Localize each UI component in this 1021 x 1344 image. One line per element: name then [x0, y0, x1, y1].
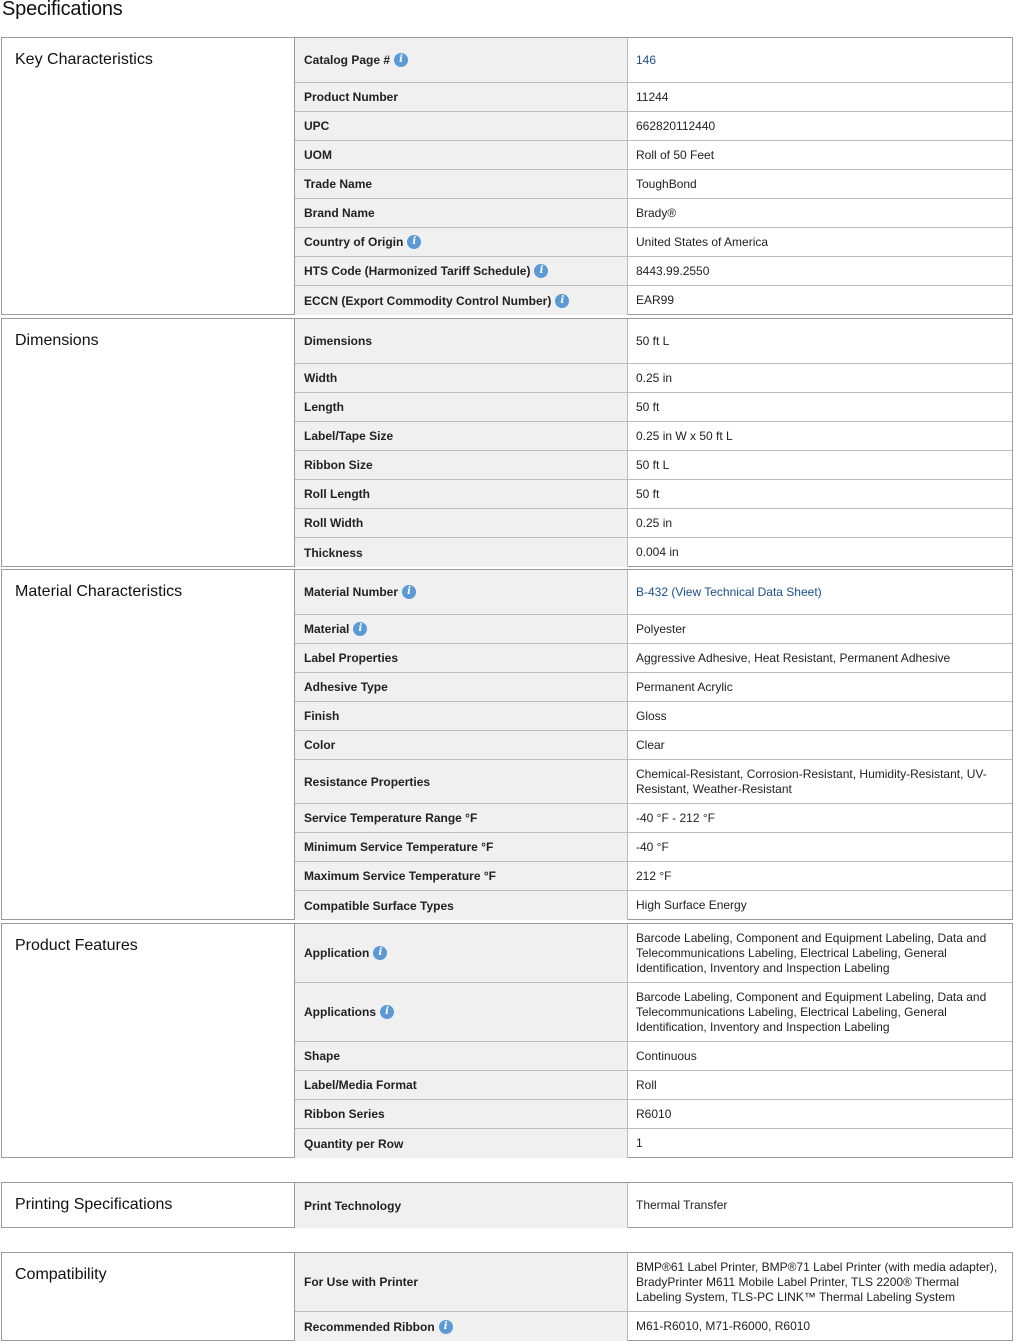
spec-value: Barcode Labeling, Component and Equipment Labeling, Data and Telecommunications Labeling, Electrical Labeling, General Identification, Inventory and Inspection Labeling	[636, 989, 987, 1034]
spec-value: 50 ft L	[636, 333, 670, 348]
spec-label: Print Technology	[304, 1198, 402, 1213]
spec-label: Color	[304, 738, 336, 752]
spec-value: 212 °F	[636, 868, 672, 883]
spec-label: Label Properties	[304, 651, 399, 665]
spec-label-cell	[295, 702, 628, 730]
spec-value: Barcode Labeling, Component and Equipment Labeling, Data and Telecommunications Labeling, Electrical Labeling, General Identification, Inventory and Inspection Labeling	[636, 930, 987, 975]
page-title: Specifications	[2, 0, 123, 20]
section-product-features	[1, 923, 1013, 1158]
spec-label: Shape	[304, 1049, 341, 1063]
spec-label: ECCN (Export Commodity Control Number)	[304, 293, 552, 308]
info-icon[interactable]: i	[439, 1320, 453, 1334]
spec-value: 0.25 in W x 50 ft L	[636, 428, 733, 443]
spec-value: Permanent Acrylic	[636, 679, 733, 694]
section-key-characteristics	[1, 37, 1013, 315]
section-title: Key Characteristics	[2, 38, 295, 314]
spec-label-cell	[295, 804, 628, 832]
section-dimensions	[1, 318, 1013, 567]
spec-label-cell	[295, 1071, 628, 1099]
spec-label: Adhesive Type	[304, 680, 388, 694]
spec-label-cell	[295, 286, 628, 315]
spec-label-cell	[295, 862, 628, 890]
spec-label: Maximum Service Temperature °F	[304, 869, 496, 883]
spec-value: 50 ft L	[636, 457, 670, 472]
spec-label: UOM	[304, 148, 332, 162]
spec-row-roll-length	[295, 480, 1012, 509]
spec-label-cell	[295, 1042, 628, 1070]
spec-row-material	[295, 615, 1012, 644]
spec-row-ribbon-size	[295, 451, 1012, 480]
spec-rows	[295, 1183, 1012, 1227]
spec-row-for-use-with-printer	[295, 1253, 1012, 1312]
spec-label-cell	[295, 673, 628, 701]
spec-label-cell	[295, 570, 628, 614]
spec-label: Roll Width	[304, 516, 364, 530]
spec-label: Minimum Service Temperature °F	[304, 840, 494, 854]
spec-row-country-of-origin	[295, 228, 1012, 257]
spec-value: M61-R6010, M71-R6000, R6010	[636, 1319, 811, 1333]
spec-value: 0.25 in	[636, 370, 673, 385]
spec-label-cell	[295, 364, 628, 392]
spec-row-brand-name	[295, 199, 1012, 228]
spec-label: HTS Code (Harmonized Tariff Schedule)	[304, 264, 531, 278]
spec-label: Label/Tape Size	[304, 429, 394, 443]
spec-value: 8443.99.2550	[636, 263, 710, 278]
spec-label: Label/Media Format	[304, 1078, 417, 1092]
spec-value: 1	[636, 1136, 643, 1150]
spec-row-print-technology	[295, 1183, 1012, 1228]
info-icon[interactable]: i	[394, 53, 408, 67]
section-title: Compatibility	[2, 1253, 295, 1340]
spec-row-service-temperature-range-f	[295, 804, 1012, 833]
spec-label: Recommended Ribbon	[304, 1319, 435, 1334]
spec-value: Chemical-Resistant, Corrosion-Resistant, Humidity-Resistant, UV-Resistant, Weather-Resistant	[636, 766, 987, 796]
spec-value: Thermal Transfer	[636, 1198, 728, 1212]
spec-row-material-number	[295, 570, 1012, 615]
spec-row-hts-code-harmonized-tariff-schedule	[295, 257, 1012, 286]
spec-row-eccn-export-commodity-control-number	[295, 286, 1012, 315]
spec-row-recommended-ribbon	[295, 1312, 1012, 1341]
spec-label: Resistance Properties	[304, 774, 431, 789]
spec-value: Brady®	[636, 205, 677, 220]
spec-value: Aggressive Adhesive, Heat Resistant, Permanent Adhesive	[636, 650, 951, 665]
spec-label-cell	[295, 1312, 628, 1341]
spec-row-compatible-surface-types	[295, 891, 1012, 920]
spec-row-applications	[295, 983, 1012, 1042]
spec-value: United States of America	[636, 234, 769, 249]
spec-label: Material Number	[304, 585, 399, 599]
spec-label-cell	[295, 1183, 628, 1228]
spec-row-resistance-properties	[295, 760, 1012, 804]
spec-label-cell	[295, 38, 628, 82]
spec-label-cell	[295, 112, 628, 140]
spec-row-label-media-format	[295, 1071, 1012, 1100]
spec-value: 0.25 in	[636, 515, 673, 530]
spec-label-cell	[295, 924, 628, 982]
spec-label: Ribbon Size	[304, 458, 373, 472]
spec-label: Width	[304, 371, 338, 385]
spec-value-link[interactable]: 146	[636, 52, 657, 67]
info-icon[interactable]: i	[534, 264, 548, 278]
info-icon[interactable]: i	[407, 235, 421, 249]
spec-label-cell	[295, 1253, 628, 1311]
spec-row-roll-width	[295, 509, 1012, 538]
spec-value: Clear	[636, 737, 665, 752]
spec-label: Brand Name	[304, 206, 375, 220]
spec-value: BMP®61 Label Printer, BMP®71 Label Printer (with media adapter), BradyPrinter M611 Mobile Label Printer, TLS 2200® Thermal Labeling System, TLS-PC LINK™ Thermal Labeling System	[636, 1259, 998, 1304]
spec-label-cell	[295, 615, 628, 643]
spec-row-catalog-page	[295, 38, 1012, 83]
spec-label-cell	[295, 538, 628, 567]
spec-row-length	[295, 393, 1012, 422]
spec-row-minimum-service-temperature-f	[295, 833, 1012, 862]
spec-row-quantity-per-row	[295, 1129, 1012, 1158]
spec-label-cell	[295, 199, 628, 227]
section-title: Product Features	[2, 924, 295, 1157]
spec-label: Country of Origin	[304, 235, 404, 249]
section-title: Printing Specifications	[2, 1183, 295, 1227]
spec-label: Ribbon Series	[304, 1107, 385, 1121]
spec-rows	[295, 924, 1012, 1157]
spec-label-cell	[295, 319, 628, 363]
spec-row-ribbon-series	[295, 1100, 1012, 1129]
spec-label-cell	[295, 141, 628, 169]
spec-label: Dimensions	[304, 334, 373, 348]
spec-value: 11244	[636, 89, 669, 104]
spec-value: -40 °F	[636, 839, 669, 854]
spec-value: EAR99	[636, 293, 675, 307]
section-material-characteristics	[1, 569, 1013, 920]
section-printing-specifications	[1, 1182, 1013, 1228]
spec-rows	[295, 38, 1012, 314]
section-compatibility	[1, 1252, 1013, 1341]
info-icon[interactable]: i	[555, 294, 569, 308]
spec-value: Gloss	[636, 708, 667, 723]
spec-label-cell	[295, 1100, 628, 1128]
spec-value: Roll of 50 Feet	[636, 147, 715, 162]
spec-label: Material	[304, 622, 350, 636]
spec-label-cell	[295, 509, 628, 537]
spec-value: R6010	[636, 1106, 672, 1121]
spec-label-cell	[295, 83, 628, 111]
spec-label: Quantity per Row	[304, 1136, 404, 1151]
spec-row-label-properties	[295, 644, 1012, 673]
spec-row-application	[295, 924, 1012, 983]
spec-rows	[295, 1253, 1012, 1340]
spec-value: Roll	[636, 1077, 657, 1092]
spec-value: Continuous	[636, 1048, 697, 1063]
spec-value: High Surface Energy	[636, 898, 747, 912]
spec-label-cell	[295, 170, 628, 198]
spec-label: Service Temperature Range °F	[304, 811, 478, 825]
spec-value: Polyester	[636, 621, 687, 636]
spec-label-cell	[295, 983, 628, 1041]
spec-value: 662820112440	[636, 118, 716, 133]
spec-row-maximum-service-temperature-f	[295, 862, 1012, 891]
spec-label-cell	[295, 731, 628, 759]
info-icon[interactable]: i	[402, 585, 416, 599]
section-title: Material Characteristics	[2, 570, 295, 919]
spec-row-shape	[295, 1042, 1012, 1071]
spec-label: Finish	[304, 709, 340, 723]
spec-rows	[295, 570, 1012, 919]
spec-label: Thickness	[304, 545, 363, 560]
info-icon[interactable]: i	[353, 622, 367, 636]
spec-label-cell	[295, 760, 628, 803]
spec-label-cell	[295, 644, 628, 672]
spec-value-link[interactable]: B-432 (View Technical Data Sheet)	[636, 584, 822, 599]
info-icon[interactable]: i	[373, 946, 387, 960]
spec-label-cell	[295, 1129, 628, 1158]
spec-row-color	[295, 731, 1012, 760]
spec-row-upc	[295, 112, 1012, 141]
spec-label: Trade Name	[304, 177, 373, 191]
spec-row-label-tape-size	[295, 422, 1012, 451]
spec-label-cell	[295, 451, 628, 479]
spec-row-width	[295, 364, 1012, 393]
spec-label-cell	[295, 480, 628, 508]
section-title: Dimensions	[2, 319, 295, 566]
spec-label: Roll Length	[304, 487, 370, 501]
spec-value: 50 ft	[636, 486, 660, 501]
spec-row-finish	[295, 702, 1012, 731]
spec-label-cell	[295, 393, 628, 421]
spec-label: Compatible Surface Types	[304, 898, 454, 913]
spec-label-cell	[295, 833, 628, 861]
spec-label: UPC	[304, 119, 330, 133]
spec-label: Applications	[304, 1005, 377, 1019]
spec-label-cell	[295, 257, 628, 285]
spec-label: Application	[304, 946, 370, 960]
spec-row-trade-name	[295, 170, 1012, 199]
spec-label-cell	[295, 422, 628, 450]
spec-label: Product Number	[304, 90, 399, 104]
spec-rows	[295, 319, 1012, 566]
spec-row-product-number	[295, 83, 1012, 112]
spec-label: For Use with Printer	[304, 1275, 419, 1289]
spec-value: 50 ft	[636, 399, 660, 414]
spec-value: -40 °F - 212 °F	[636, 810, 715, 825]
spec-label: Length	[304, 400, 344, 414]
spec-label-cell	[295, 228, 628, 256]
spec-value: ToughBond	[636, 176, 697, 191]
spec-label: Catalog Page #	[304, 53, 391, 67]
spec-row-uom	[295, 141, 1012, 170]
spec-label-cell	[295, 891, 628, 920]
spec-row-thickness	[295, 538, 1012, 567]
spec-row-dimensions	[295, 319, 1012, 364]
spec-row-adhesive-type	[295, 673, 1012, 702]
info-icon[interactable]: i	[380, 1005, 394, 1019]
spec-value: 0.004 in	[636, 545, 679, 559]
